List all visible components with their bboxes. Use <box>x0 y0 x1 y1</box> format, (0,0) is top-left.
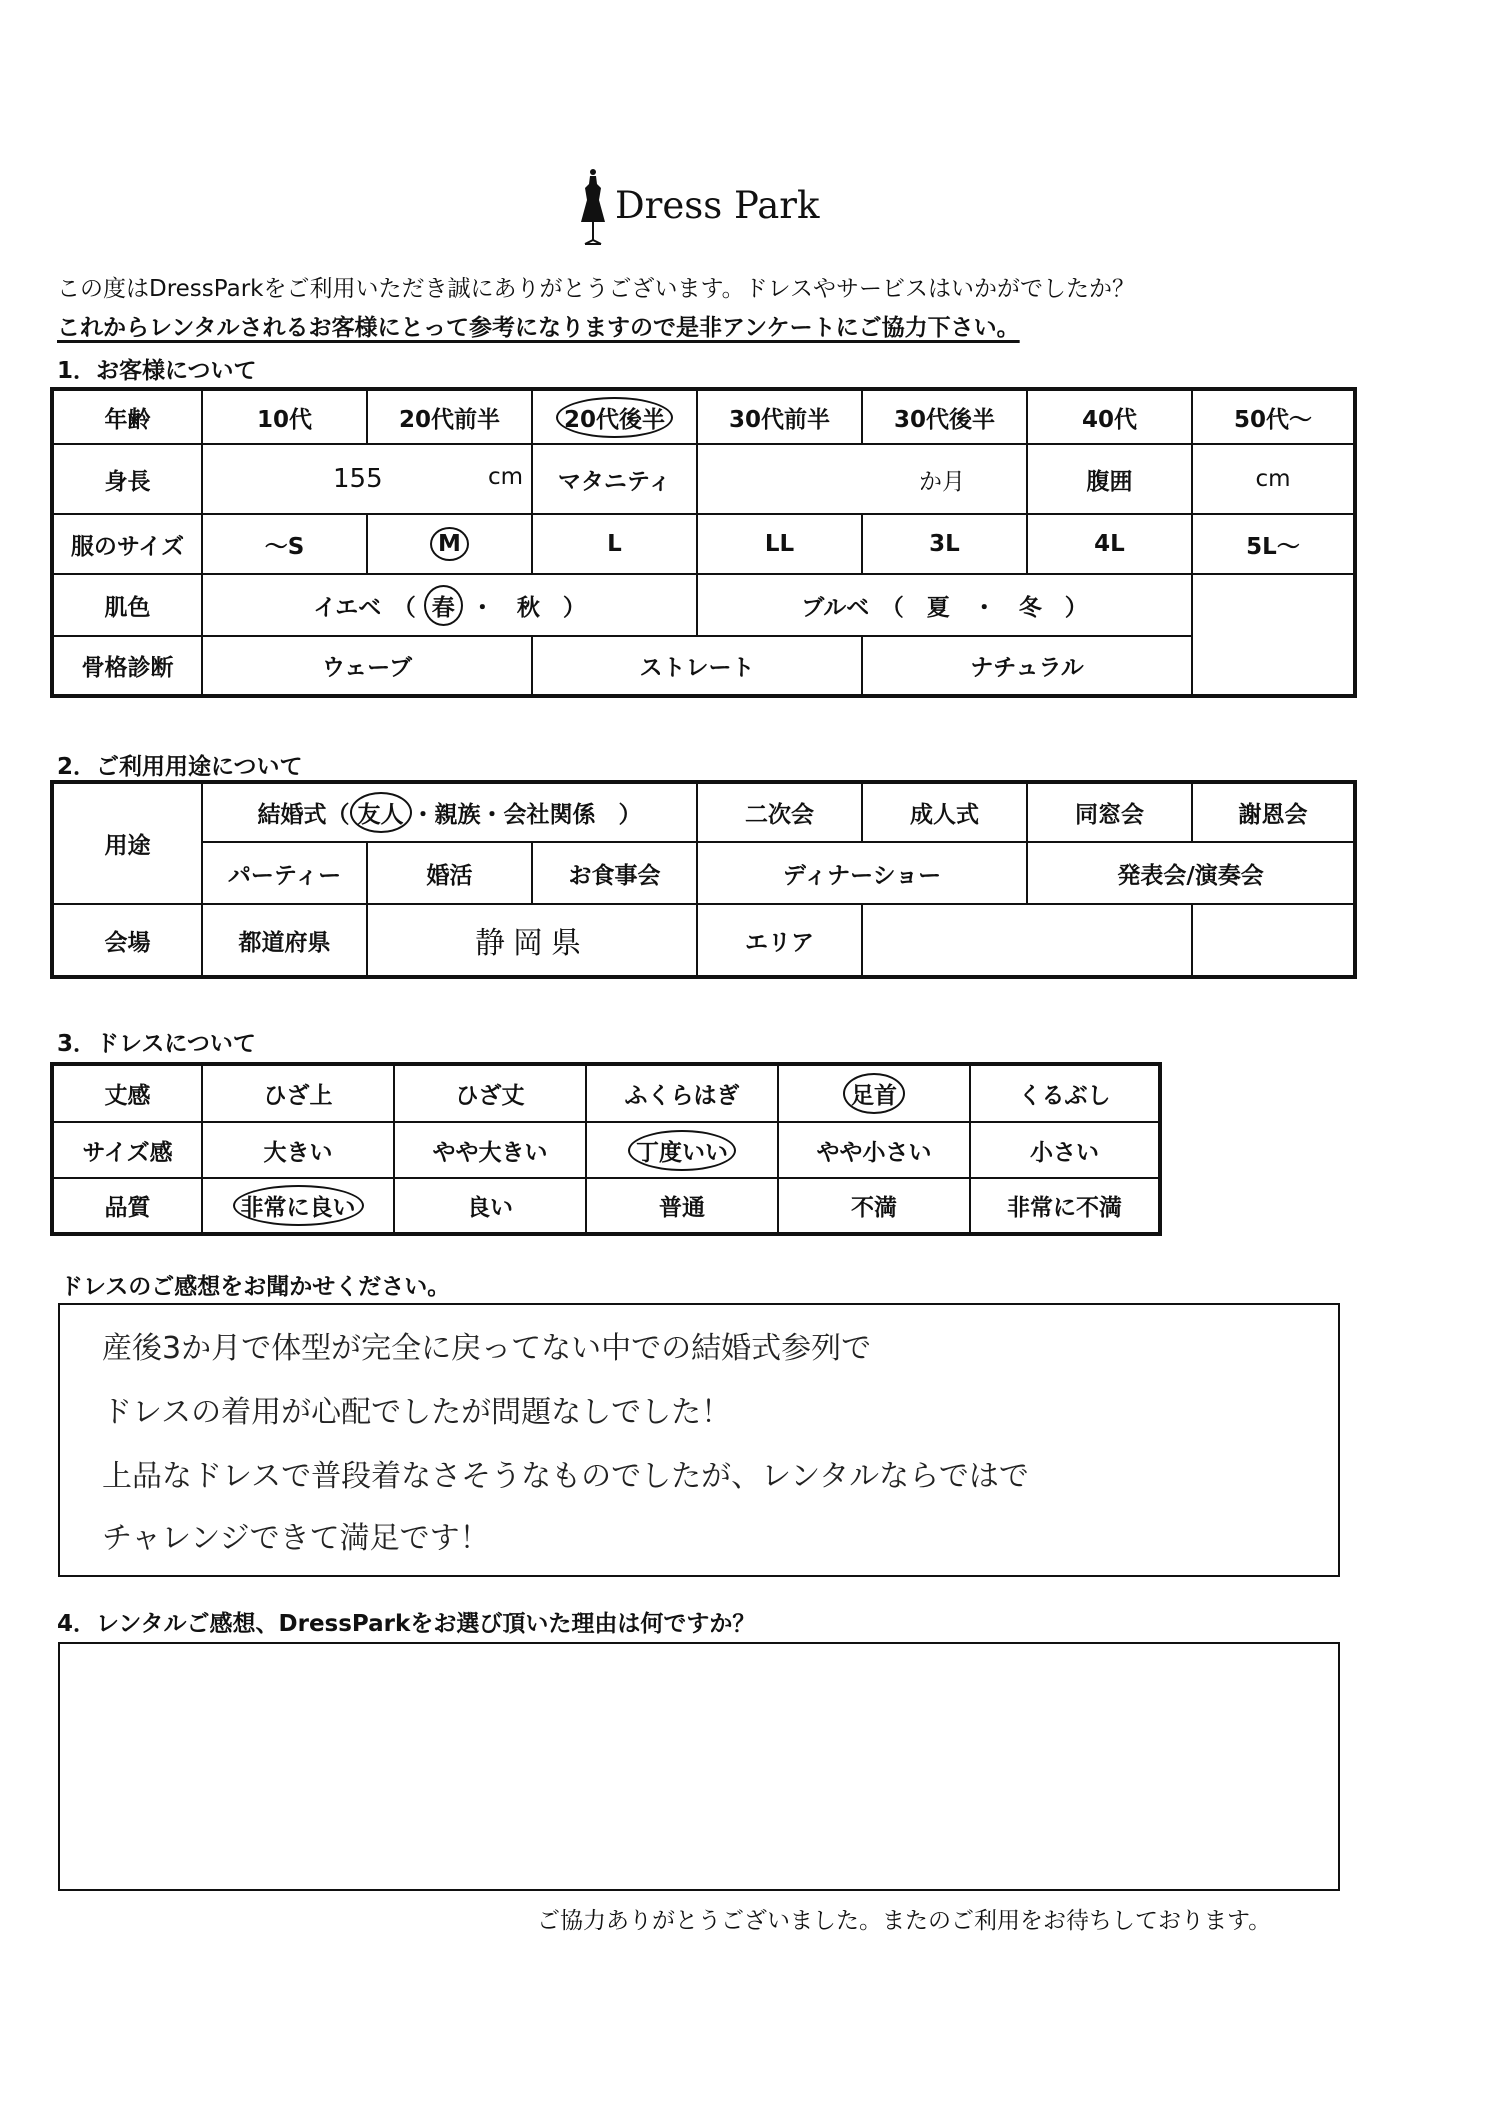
frame-label: 骨格診断 <box>52 636 202 696</box>
comment-line: 産後3か月で体型が完全に戻ってない中での結婚式参列で <box>102 1331 872 1366</box>
length-label: 丈感 <box>52 1064 202 1122</box>
empty-cell <box>1192 636 1355 696</box>
section2-title: 2．ご利用用途について <box>57 754 303 780</box>
age-label: 年齢 <box>52 389 202 444</box>
dress-form-icon <box>575 166 611 256</box>
maternity-label: マタニティ <box>532 444 697 514</box>
quality-option-selected[interactable] <box>202 1178 394 1234</box>
wedding-option[interactable] <box>202 782 697 842</box>
venue-row <box>52 904 1355 977</box>
pref-value: 静岡県 <box>475 926 590 961</box>
maternity-field[interactable] <box>697 444 1027 514</box>
age-option-selected[interactable] <box>532 389 697 444</box>
length-option[interactable]: くるぶし <box>970 1064 1160 1122</box>
fit-option[interactable]: 小さい <box>970 1122 1160 1178</box>
height-row <box>52 444 1355 514</box>
waist-field[interactable] <box>1192 444 1355 514</box>
footer-thanks: ご協力ありがとうございました。またのご利用をお待ちしております。 <box>537 1908 1272 1934</box>
size-option[interactable]: ～S <box>202 514 367 574</box>
intro-request: これからレンタルされるお客様にとって参考になりますので是非アンケートにご協力下さい。 <box>57 315 1020 341</box>
fit-label: サイズ感 <box>52 1122 202 1178</box>
age-row <box>52 389 1355 444</box>
selected-circle: 春 <box>424 585 463 626</box>
empty-cell <box>1192 904 1355 977</box>
quality-option[interactable]: 良い <box>394 1178 586 1234</box>
age-option[interactable]: 30代前半 <box>697 389 862 444</box>
wedding-post: ・親族・会社関係 ） <box>411 802 642 828</box>
length-option[interactable]: ひざ丈 <box>394 1064 586 1122</box>
size-option-selected[interactable] <box>367 514 532 574</box>
usage-row-2 <box>52 842 1355 904</box>
dress-comment-prompt: ドレスのご感想をお聞かせください。 <box>60 1274 451 1300</box>
comment-line: 上品なドレスで普段着なさそうなものでしたが、レンタルならではで <box>102 1459 1029 1494</box>
section4-title: 4．レンタルご感想、DressParkをお選び頂いた理由は何ですか？ <box>57 1611 756 1637</box>
length-option[interactable]: ふくらはぎ <box>586 1064 778 1122</box>
quality-row <box>52 1178 1160 1234</box>
customer-table <box>50 387 1357 698</box>
age-option[interactable]: 50代～ <box>1192 389 1355 444</box>
size-option[interactable]: 4L <box>1027 514 1192 574</box>
maternity-unit: か月 <box>919 468 965 495</box>
quality-option[interactable]: 非常に不満 <box>970 1178 1160 1234</box>
quality-option[interactable]: 不満 <box>778 1178 970 1234</box>
height-unit: cm <box>487 464 523 490</box>
use-option[interactable]: 二次会 <box>697 782 862 842</box>
skin-label: 肌色 <box>52 574 202 636</box>
skin-blue-option[interactable]: ブルベ （ 夏 ・ 冬 ） <box>697 574 1192 636</box>
skin-yellow-pre: イエベ （ <box>313 594 416 621</box>
selected-circle: M <box>430 527 469 561</box>
frame-option[interactable]: ウェーブ <box>202 636 532 696</box>
comment-line: ドレスの着用が心配でしたが問題なしでした！ <box>102 1395 732 1430</box>
size-option[interactable]: LL <box>697 514 862 574</box>
section3-title: 3．ドレスについて <box>57 1031 256 1057</box>
skin-yellow-post: ・ 秋 ） <box>470 594 586 621</box>
usage-table <box>50 780 1357 979</box>
length-option[interactable]: ひざ上 <box>202 1064 394 1122</box>
use-option[interactable]: お食事会 <box>532 842 697 904</box>
length-option-selected[interactable] <box>778 1064 970 1122</box>
dress-table <box>50 1062 1162 1236</box>
frame-option[interactable]: ナチュラル <box>862 636 1192 696</box>
selected-circle: 丁度いい <box>628 1130 736 1171</box>
venue-label: 会場 <box>52 904 202 977</box>
dress-comment-box[interactable] <box>58 1303 1340 1577</box>
size-row <box>52 514 1355 574</box>
size-option[interactable]: 3L <box>862 514 1027 574</box>
skin-yellow-option[interactable] <box>202 574 697 636</box>
use-label: 用途 <box>52 782 202 904</box>
use-option[interactable]: 同窓会 <box>1027 782 1192 842</box>
waist-label: 腹囲 <box>1027 444 1192 514</box>
fit-option[interactable]: やや小さい <box>778 1122 970 1178</box>
size-label: 服のサイズ <box>52 514 202 574</box>
quality-option[interactable]: 普通 <box>586 1178 778 1234</box>
age-option[interactable]: 20代前半 <box>367 389 532 444</box>
area-label: エリア <box>697 904 862 977</box>
length-row <box>52 1064 1160 1122</box>
frame-row <box>52 636 1355 696</box>
dresspark-logo <box>575 166 835 256</box>
age-option[interactable]: 10代 <box>202 389 367 444</box>
wedding-pre: 結婚式（ <box>257 802 350 828</box>
intro-text: この度はDressParkをご利用いただき誠にありがとうございます。ドレスやサービスはいかがでしたか？ <box>57 276 1135 302</box>
size-option[interactable]: L <box>532 514 697 574</box>
empty-cell <box>1192 574 1355 636</box>
pref-label: 都道府県 <box>202 904 367 977</box>
age-option[interactable]: 30代後半 <box>862 389 1027 444</box>
selected-circle: 20代後半 <box>556 397 673 438</box>
use-option[interactable]: パーティー <box>202 842 367 904</box>
selected-circle: 非常に良い <box>233 1185 364 1226</box>
comment-line: チャレンジできて満足です！ <box>102 1521 490 1556</box>
quality-label: 品質 <box>52 1178 202 1234</box>
fit-option[interactable]: 大きい <box>202 1122 394 1178</box>
usage-row-1 <box>52 782 1355 842</box>
brand-name: Dress Park <box>615 184 820 227</box>
area-field[interactable] <box>862 904 1192 977</box>
use-option[interactable]: 成人式 <box>862 782 1027 842</box>
fit-option[interactable]: やや大きい <box>394 1122 586 1178</box>
reason-answer-box[interactable] <box>58 1642 1340 1891</box>
waist-unit: cm <box>1255 466 1291 492</box>
skin-row <box>52 574 1355 636</box>
frame-option[interactable]: ストレート <box>532 636 862 696</box>
fit-option-selected[interactable] <box>586 1122 778 1178</box>
selected-circle: 友人 <box>350 792 412 833</box>
fit-row <box>52 1122 1160 1178</box>
size-option[interactable]: 5L～ <box>1192 514 1355 574</box>
use-option[interactable]: ディナーショー <box>697 842 1027 904</box>
selected-circle: 足首 <box>843 1073 905 1114</box>
use-option[interactable]: 謝恩会 <box>1192 782 1355 842</box>
use-option[interactable]: 婚活 <box>367 842 532 904</box>
section1-title: 1．お客様について <box>57 358 257 384</box>
height-value: 155 <box>333 464 383 494</box>
height-field[interactable] <box>202 444 532 514</box>
age-option[interactable]: 40代 <box>1027 389 1192 444</box>
height-label: 身長 <box>52 444 202 514</box>
pref-field[interactable] <box>367 904 697 977</box>
use-option[interactable]: 発表会/演奏会 <box>1027 842 1355 904</box>
